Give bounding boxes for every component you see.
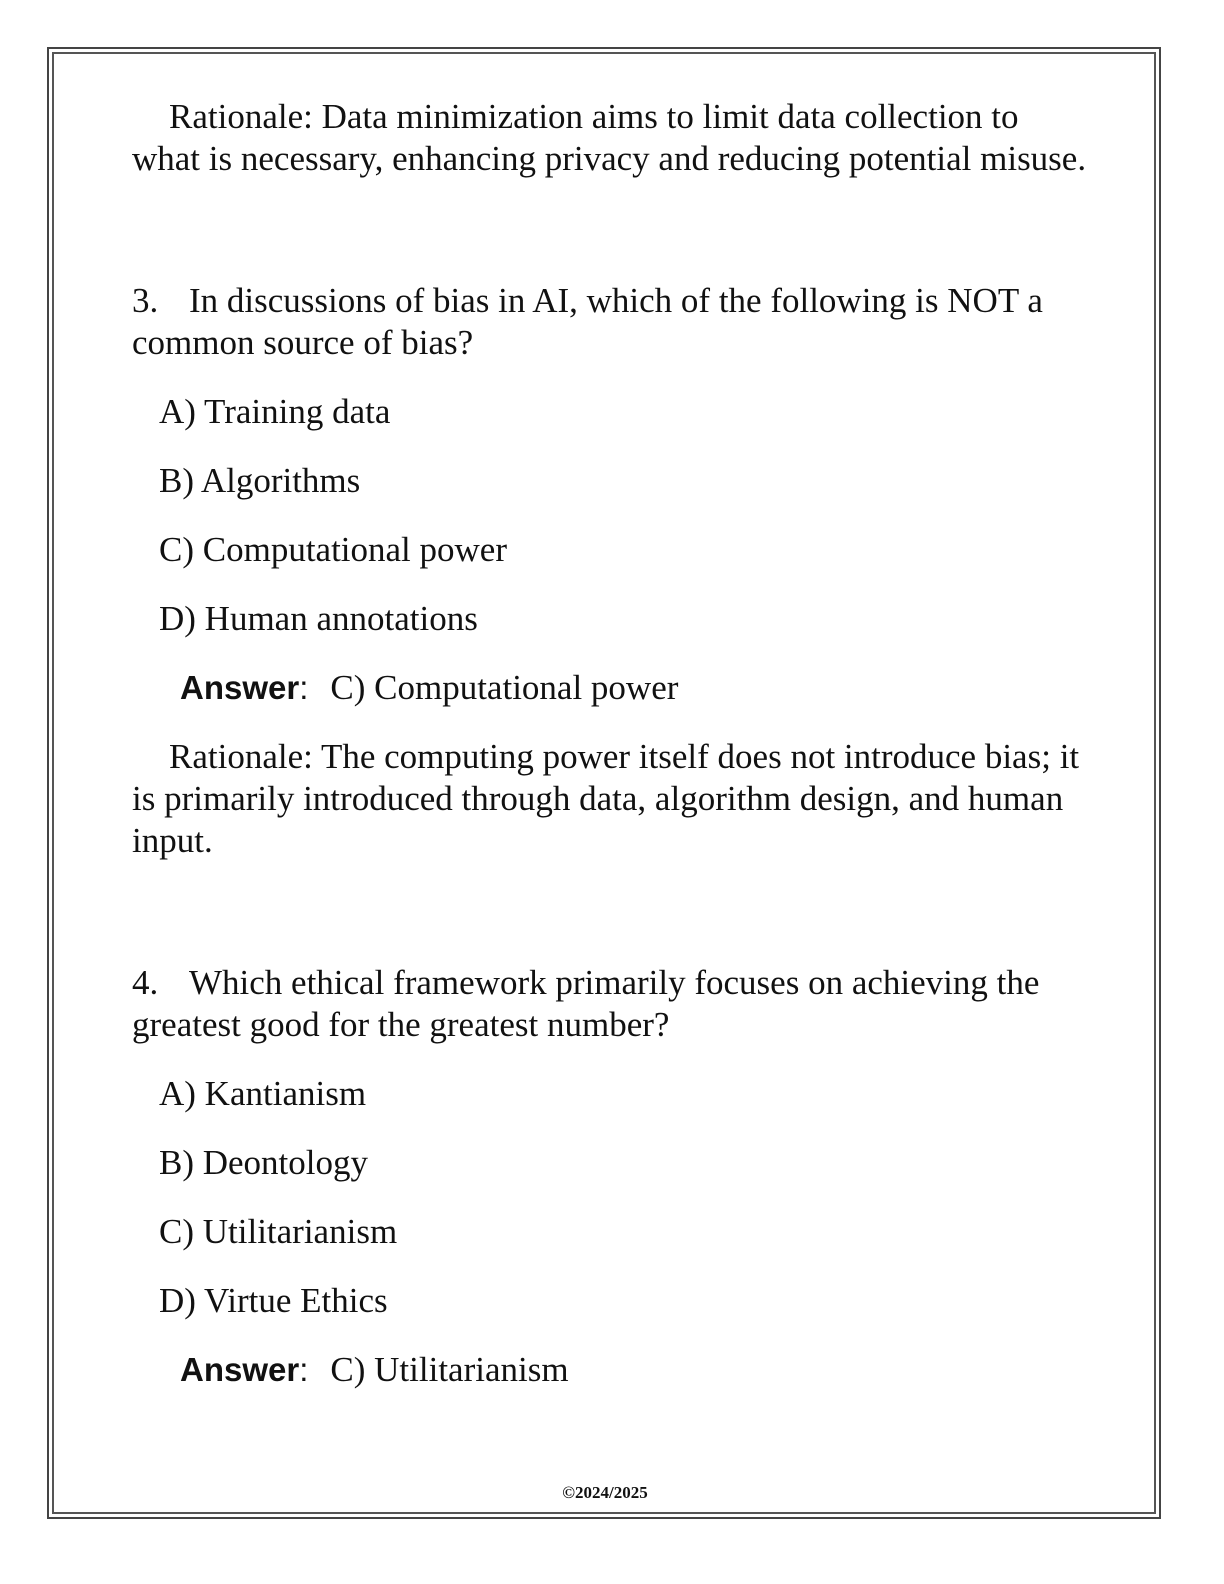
- question-number: 3.: [132, 281, 159, 320]
- answer-label: Answer: [180, 1351, 300, 1388]
- option-a: A) Training data: [159, 392, 391, 431]
- question-4: [132, 962, 1092, 1391]
- option-d: D) Human annotations: [159, 599, 478, 638]
- option-b: B) Algorithms: [159, 461, 361, 500]
- answer-line: [132, 1349, 1092, 1391]
- answer-colon: :: [299, 1351, 309, 1388]
- answer-value: C) Computational power: [330, 668, 679, 707]
- option-d: D) Virtue Ethics: [159, 1281, 388, 1320]
- option-b: B) Deontology: [159, 1143, 369, 1182]
- rationale-previous: Rationale: Data minimization aims to limit data collection to what is necessary, enhancing privacy and reducing potential misuse.: [132, 97, 1087, 178]
- question-4-stem: [132, 962, 1092, 1046]
- copyright-footer: ©2024/2025: [562, 1483, 648, 1502]
- option-c: C) Computational power: [159, 530, 508, 569]
- answer-label: Answer: [180, 669, 300, 706]
- question-3-stem: [132, 280, 1092, 364]
- answer-line: [132, 667, 1092, 709]
- question-3: [132, 280, 1092, 862]
- question-number: 4.: [132, 963, 159, 1002]
- question-text: Which ethical framework primarily focuses on achieving the greatest good for the greatest number?: [132, 963, 1040, 1044]
- page-content: [132, 96, 1092, 1391]
- option-a: A) Kantianism: [159, 1074, 367, 1113]
- question-text: In discussions of bias in AI, which of the following is NOT a common source of bias?: [132, 281, 1043, 362]
- rationale: Rationale: The computing power itself does not introduce bias; it is primarily introduced through data, algorithm design, and human input.: [132, 737, 1080, 860]
- answer-value: C) Utilitarianism: [330, 1350, 569, 1389]
- option-c: C) Utilitarianism: [159, 1212, 398, 1251]
- answer-colon: :: [299, 669, 309, 706]
